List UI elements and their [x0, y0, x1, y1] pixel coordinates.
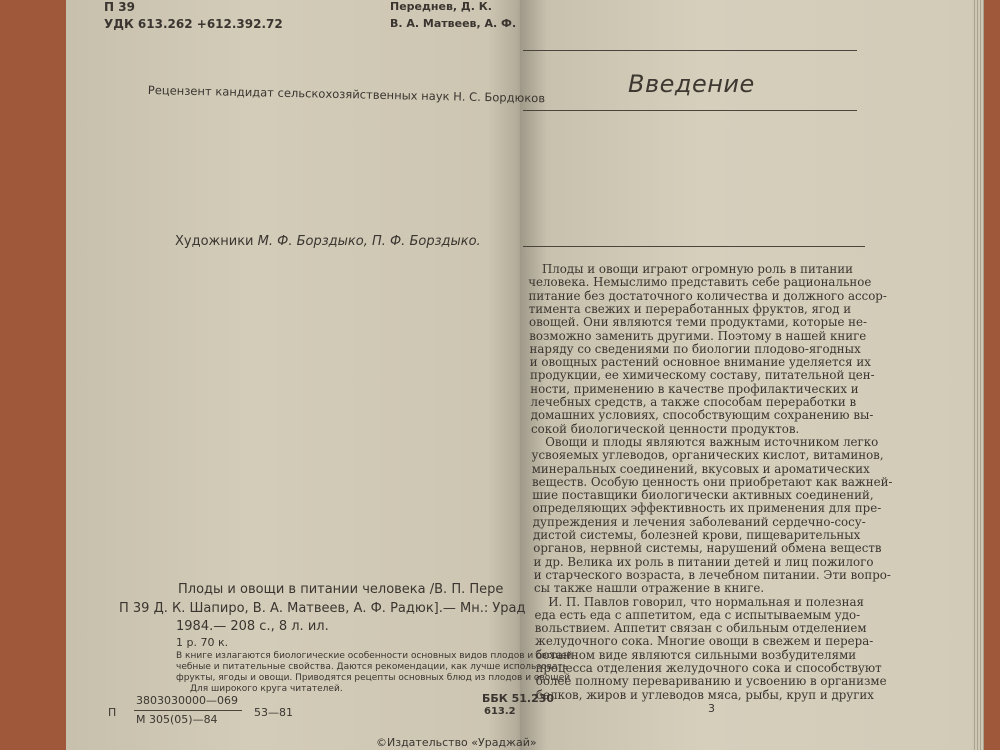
body-text-line: и старческого возраста, в лечебном питании. Эти вопро-: [533, 567, 891, 582]
body-text-line: ности, применению в качестве профилактических и: [530, 381, 859, 396]
body-text-line: минеральных соединений, вкусовых и ароматических: [531, 461, 870, 476]
bbk-code: ББК 51.230: [482, 692, 555, 705]
body-text-line: питание без достаточного количества и должного ассор-: [528, 288, 887, 303]
chapter-top-rule: [523, 50, 857, 51]
body-text-line: дистой системы, болезней крови, пищеварительных: [533, 528, 861, 542]
chapter-title: Введение: [628, 70, 755, 98]
catalog-pages-line: 1984.— 208 с., 8 л. ил.: [176, 619, 329, 634]
catalog-annotation-line: Для широкого круга читателей.: [190, 684, 343, 694]
index-prefix: П: [108, 706, 117, 719]
index-numerator: 3803030000—069: [136, 694, 238, 707]
body-text-line: человека. Немыслимо представить себе рациональное: [528, 275, 872, 290]
publisher-line: ©Издательство «Ураджай»: [376, 736, 537, 749]
authors-line-1: Переднев, Д. К.: [390, 0, 492, 13]
chapter-bottom-rule: [523, 110, 857, 111]
body-text-line: усвояемых углеводов, органических кислот, витаминов,: [531, 448, 884, 463]
body-text-line: органов, нервной системы, нарушений обмена веществ: [533, 541, 882, 556]
catalog-annotation-line: фрукты, ягоды и овощи. Приводятся рецепты основных блюд из плодов и овощей: [176, 673, 571, 683]
body-text-line: Плоды и овощи играют огромную роль в питании: [542, 262, 854, 276]
body-text-line: определяющих эффективность их применения для пре-: [532, 501, 882, 516]
index-fraction-rule: [134, 710, 242, 711]
index-number: 53—81: [254, 706, 293, 719]
body-text-line: более полному перевариванию и усвоению в организме: [535, 674, 887, 689]
udc-code: УДК 613.262 +612.392.72: [104, 17, 283, 31]
artists-line: [175, 234, 481, 249]
catalog-price: 1 р. 70 к.: [176, 636, 229, 649]
index-denominator: М 305(05)—84: [136, 713, 218, 726]
body-text-line: возможно заменить другими. Поэтому в нашей книге: [529, 328, 867, 343]
text-top-rule: [523, 246, 865, 247]
body-text-line: тимента свежих и переработанных фруктов, ягод и: [528, 301, 852, 316]
body-text-line: и др. Велика их роль в питании детей и лиц пожилого: [533, 554, 874, 569]
body-text-line: дупреждения и лечения заболеваний сердечно-сосу-: [532, 514, 866, 529]
body-text-line: и овощных растений основное внимание уделяется их: [529, 355, 871, 370]
artists-names: М. Ф. Борздыко, П. Ф. Борздыко.: [257, 234, 481, 249]
body-text-line: шие поставщики биологически активных соединений,: [532, 488, 874, 503]
library-index: П 39: [104, 0, 135, 14]
catalog-annotation-line: В книге излагаются биологические особенности основных видов плодов и овощей: [176, 651, 573, 661]
body-text-line: лечебных средств, а также способам переработки в: [530, 395, 857, 409]
body-text-line: овощей. Они являются теми продуктами, которые не-: [529, 315, 868, 330]
body-text-line: ботанном виде являются сильными возбудителями: [535, 647, 857, 662]
body-text-line: сокой биологической ценности продуктов.: [531, 421, 800, 436]
body-text-line: вольствием. Аппетит связан с обильным отделением: [534, 621, 867, 636]
catalog-title-line: Плоды и овощи в питании человека /В. П. Пере: [178, 582, 504, 597]
body-text-line: процесса отделения желудочного сока и способствуют: [535, 661, 882, 675]
body-text-line: веществ. Особую ценность они приобретают как важней-: [532, 474, 893, 489]
authors-line-2: В. А. Матвеев, А. Ф.: [390, 17, 517, 30]
page-number: 3: [708, 702, 715, 715]
bbk-subcode: 613.2: [484, 706, 516, 717]
catalog-annotation-line: чебные и питательные свойства. Даются рекомендации, как лучше использовать: [176, 662, 569, 672]
body-text-line: И. П. Павлов говорил, что нормальная и полезная: [548, 594, 864, 609]
catalog-authors-line: П 39 Д. К. Шапиро, В. А. Матвеев, А. Ф. Радюк].— Мн.: Урад: [119, 601, 526, 616]
body-text-line: еда есть еда с аппетитом, еда с испытываемым удо-: [534, 607, 861, 622]
body-text-line: сы также нашли отражение в книге.: [534, 581, 765, 596]
body-text-line: домашних условиях, способствующим сохранению вы-: [530, 408, 874, 423]
left-page: [66, 0, 524, 750]
body-text-line: желудочного сока. Многие овощи в свежем и перера-: [535, 634, 874, 649]
body-text-line: Овощи и плоды являются важным источником легко: [545, 434, 879, 449]
page-edges: [972, 0, 984, 750]
body-text-line: продукции, ее химическому составу, питательной цен-: [530, 368, 875, 383]
body-text-line: белков, жиров и углеводов мяса, рыбы, круп и других: [536, 687, 874, 702]
reviewer-line: Рецензент кандидат сельскохозяйственных наук Н. С. Бордюков: [147, 83, 546, 106]
body-text-line: наряду со сведениями по биологии плодово-ягодных: [529, 341, 861, 356]
artists-label: Художники: [175, 234, 254, 249]
